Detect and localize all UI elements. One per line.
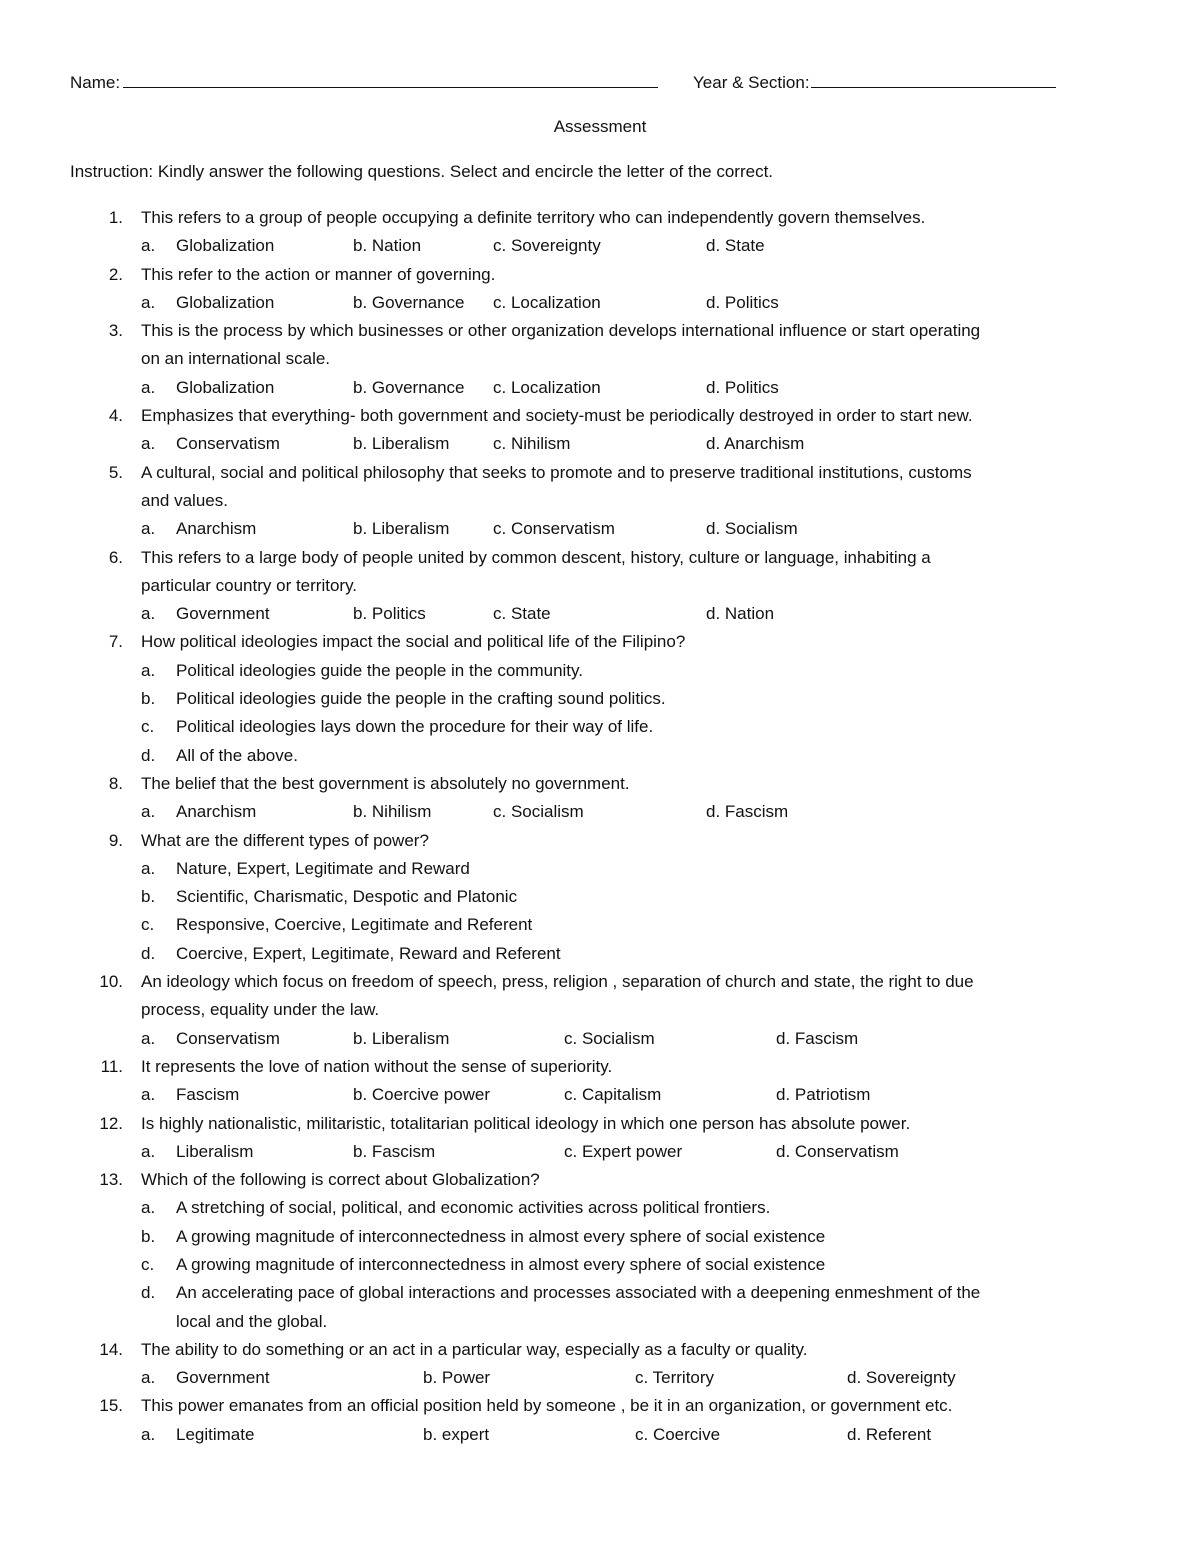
- option-choice[interactable]: b. Politics: [353, 604, 426, 624]
- option-row[interactable]: [0, 1279, 1200, 1307]
- question-number: 10.: [99, 972, 123, 992]
- option-choice[interactable]: b. Coercive power: [353, 1085, 491, 1105]
- option-choice[interactable]: c. Localization: [493, 292, 601, 312]
- option-letter[interactable]: a.: [141, 858, 156, 878]
- option-text[interactable]: Liberalism: [176, 1141, 254, 1161]
- option-choice[interactable]: b. Governance: [353, 292, 465, 312]
- option-letter[interactable]: a.: [141, 1141, 156, 1161]
- name-field: [70, 73, 658, 93]
- option-choice[interactable]: c. Localization: [493, 377, 601, 397]
- option-letter[interactable]: b.: [141, 1226, 156, 1246]
- option-text[interactable]: Globalization: [176, 292, 275, 312]
- question-item: [0, 1392, 1200, 1449]
- option-letter[interactable]: a.: [141, 236, 156, 256]
- question-row: [0, 459, 1200, 487]
- option-letter[interactable]: b.: [141, 887, 156, 907]
- option-row[interactable]: [0, 713, 1200, 741]
- question-number: 5.: [108, 462, 123, 482]
- question-text: A cultural, social and political philosophy that seeks to promote and to preserve traditional institutions, customs: [141, 462, 972, 482]
- option-text[interactable]: Nature, Expert, Legitimate and Reward: [176, 858, 470, 878]
- option-text[interactable]: A growing magnitude of interconnectedness in almost every sphere of social existence: [176, 1254, 826, 1274]
- option-choice[interactable]: d. Fascism: [706, 802, 789, 822]
- option-choice[interactable]: b. Liberalism: [353, 434, 450, 454]
- option-row[interactable]: [0, 1251, 1200, 1279]
- question-text: Which of the following is correct about Globalization?: [141, 1170, 540, 1190]
- option-text[interactable]: Globalization: [176, 236, 275, 256]
- question-text: This refers to a large body of people united by common descent, history, culture or language, inhabiting a: [141, 547, 931, 567]
- option-choice[interactable]: b. expert: [423, 1424, 490, 1444]
- option-row[interactable]: [0, 940, 1200, 968]
- option-choice[interactable]: d. Anarchism: [706, 434, 805, 454]
- option-letter[interactable]: d.: [141, 745, 156, 765]
- question-row: [0, 827, 1200, 855]
- question-text: An ideology which focus on freedom of speech, press, religion , separation of church and state, the right to due: [141, 972, 974, 992]
- option-letter[interactable]: a.: [141, 660, 156, 680]
- question-row: [0, 1392, 1200, 1420]
- options-row: [0, 1025, 1200, 1053]
- option-letter[interactable]: a.: [141, 434, 156, 454]
- option-letter[interactable]: a.: [141, 1424, 156, 1444]
- question-row: [0, 1110, 1200, 1138]
- year-section-label: Year & Section:: [693, 73, 810, 92]
- option-choice[interactable]: b. Governance: [353, 377, 465, 397]
- question-item: [0, 770, 1200, 827]
- option-choice[interactable]: d. Referent: [847, 1424, 932, 1444]
- question-text: This power emanates from an official position held by someone , be it in an organization, or government etc.: [141, 1396, 953, 1416]
- question-row: [0, 204, 1200, 232]
- option-text[interactable]: Coercive, Expert, Legitimate, Reward and Referent: [176, 943, 561, 963]
- option-row[interactable]: [0, 657, 1200, 685]
- option-row[interactable]: [0, 855, 1200, 883]
- question-item: [0, 317, 1200, 402]
- option-choice[interactable]: c. Nihilism: [493, 434, 571, 454]
- question-text: How political ideologies impact the social and political life of the Filipino?: [141, 632, 686, 652]
- question-number: 7.: [108, 632, 123, 652]
- question-text: This refers to a group of people occupying a definite territory who can independently govern themselves.: [141, 208, 926, 227]
- option-choice[interactable]: d. Socialism: [706, 519, 798, 539]
- question-text: and values.: [141, 490, 228, 510]
- options-row: [0, 1138, 1200, 1166]
- options-row: [0, 374, 1200, 402]
- option-text[interactable]: Conservatism: [176, 434, 280, 454]
- question-item: [0, 628, 1200, 769]
- option-row[interactable]: [0, 685, 1200, 713]
- question-number: 8.: [108, 773, 123, 793]
- question-number: 14.: [99, 1339, 123, 1359]
- option-letter[interactable]: c.: [141, 915, 155, 935]
- options-row: [0, 1421, 1200, 1449]
- option-row[interactable]: [0, 911, 1200, 939]
- option-letter[interactable]: d.: [141, 1283, 156, 1303]
- question-row: [0, 996, 1200, 1024]
- options-row: [0, 600, 1200, 628]
- options-row: [0, 289, 1200, 317]
- option-choice[interactable]: c. Coercive: [635, 1424, 721, 1444]
- option-choice[interactable]: c. State: [493, 604, 551, 624]
- question-text: on an international scale.: [141, 349, 331, 369]
- option-letter[interactable]: c.: [141, 717, 155, 737]
- question-number: 12.: [99, 1113, 123, 1133]
- option-row: [0, 1308, 1200, 1336]
- option-choice[interactable]: d. Nation: [706, 604, 775, 624]
- question-row: [0, 544, 1200, 572]
- option-text[interactable]: local and the global.: [176, 1311, 328, 1331]
- question-number: 15.: [99, 1396, 123, 1416]
- question-item: [0, 261, 1200, 318]
- question-text: process, equality under the law.: [141, 1000, 380, 1020]
- option-letter[interactable]: a.: [141, 292, 156, 312]
- question-text: Is highly nationalistic, militaristic, totalitarian political ideology in which one person has absolute power.: [141, 1113, 911, 1133]
- question-text: Emphasizes that everything- both government and society-must be periodically destroyed in order to start new.: [141, 406, 973, 426]
- option-choice[interactable]: b. Power: [423, 1368, 491, 1388]
- question-row: [0, 770, 1200, 798]
- question-number: 13.: [99, 1170, 123, 1190]
- option-letter[interactable]: d.: [141, 943, 156, 963]
- options-row: [0, 430, 1200, 458]
- option-text[interactable]: Globalization: [176, 377, 275, 397]
- question-text: particular country or territory.: [141, 575, 358, 595]
- option-choice[interactable]: d. Politics: [706, 292, 779, 312]
- question-text: The belief that the best government is absolutely no government.: [141, 773, 630, 793]
- option-choice[interactable]: d. Conservatism: [776, 1141, 899, 1161]
- option-letter[interactable]: a.: [141, 519, 156, 539]
- option-choice[interactable]: c. Conservatism: [493, 519, 615, 539]
- option-letter[interactable]: a.: [141, 377, 156, 397]
- page-title: Assessment: [553, 117, 647, 136]
- question-row: [0, 345, 1200, 373]
- option-letter[interactable]: b.: [141, 689, 156, 709]
- option-choice[interactable]: b. Nation: [353, 236, 422, 256]
- question-number: 6.: [108, 547, 123, 567]
- question-text: This is the process by which businesses or other organization develops international influence or start operating: [141, 321, 981, 341]
- option-letter[interactable]: a.: [141, 802, 156, 822]
- options-row: [0, 232, 1200, 260]
- question-text: This refer to the action or manner of governing.: [141, 264, 496, 284]
- option-choice[interactable]: d. Sovereignty: [847, 1368, 956, 1388]
- question-row: [0, 1166, 1200, 1194]
- year-section-blank[interactable]: [811, 73, 1056, 88]
- instruction-text: Instruction: Kindly answer the following questions. Select and encircle the letter of the correct.: [70, 162, 774, 181]
- option-text[interactable]: Anarchism: [176, 802, 257, 822]
- option-text[interactable]: Scientific, Charismatic, Despotic and Platonic: [176, 887, 518, 907]
- question-row: [0, 317, 1200, 345]
- question-text: What are the different types of power?: [141, 830, 429, 850]
- option-letter[interactable]: a.: [141, 604, 156, 624]
- option-choice[interactable]: d. Politics: [706, 377, 779, 397]
- question-item: [0, 402, 1200, 459]
- question-row: [0, 968, 1200, 996]
- option-text[interactable]: Government: [176, 1368, 270, 1388]
- question-row: [0, 628, 1200, 656]
- name-label: Name:: [70, 73, 121, 92]
- options-row: [0, 515, 1200, 543]
- option-text[interactable]: All of the above.: [176, 745, 298, 765]
- question-row: [0, 402, 1200, 430]
- question-item: [0, 544, 1200, 629]
- option-choice[interactable]: c. Territory: [635, 1368, 715, 1388]
- option-choice[interactable]: b. Fascism: [353, 1141, 436, 1161]
- question-number: 9.: [108, 830, 123, 850]
- question-number: 1.: [108, 208, 123, 227]
- option-row[interactable]: [0, 1194, 1200, 1222]
- option-text[interactable]: A growing magnitude of interconnectedness in almost every sphere of social existence: [176, 1226, 826, 1246]
- question-row: [0, 487, 1200, 515]
- option-choice[interactable]: c. Socialism: [564, 1028, 655, 1048]
- option-text[interactable]: An accelerating pace of global interactions and processes associated with a deepening enmeshment of the: [176, 1283, 981, 1303]
- option-letter[interactable]: a.: [141, 1368, 156, 1388]
- question-item: [0, 459, 1200, 544]
- option-row[interactable]: [0, 883, 1200, 911]
- option-choice[interactable]: c. Expert power: [564, 1141, 683, 1161]
- year-section-field: [693, 73, 1056, 93]
- option-text[interactable]: Legitimate: [176, 1424, 255, 1444]
- question-number: 3.: [108, 321, 123, 341]
- name-blank[interactable]: [123, 73, 658, 88]
- question-row: [0, 1336, 1200, 1364]
- option-choice[interactable]: d. State: [706, 236, 765, 256]
- option-text[interactable]: Political ideologies guide the people in the crafting sound politics.: [176, 689, 666, 709]
- option-choice[interactable]: c. Socialism: [493, 802, 584, 822]
- question-number: 2.: [108, 264, 123, 284]
- option-choice[interactable]: d. Patriotism: [776, 1085, 871, 1105]
- question-item: [0, 1166, 1200, 1336]
- question-row: [0, 572, 1200, 600]
- option-choice[interactable]: c. Capitalism: [564, 1085, 662, 1105]
- option-letter[interactable]: a.: [141, 1198, 156, 1218]
- question-text: It represents the love of nation without the sense of superiority.: [141, 1056, 613, 1076]
- option-text[interactable]: Anarchism: [176, 519, 257, 539]
- option-choice[interactable]: b. Nihilism: [353, 802, 432, 822]
- option-choice[interactable]: d. Fascism: [776, 1028, 859, 1048]
- option-letter[interactable]: a.: [141, 1028, 156, 1048]
- question-list: [0, 204, 1200, 1449]
- options-row: [0, 1081, 1200, 1109]
- question-row: [0, 261, 1200, 289]
- option-letter[interactable]: a.: [141, 1085, 156, 1105]
- options-row: [0, 798, 1200, 826]
- option-text[interactable]: Responsive, Coercive, Legitimate and Referent: [176, 915, 533, 935]
- option-row[interactable]: [0, 1223, 1200, 1251]
- option-text[interactable]: A stretching of social, political, and economic activities across political frontiers.: [176, 1198, 771, 1218]
- question-item: [0, 1336, 1200, 1393]
- question-text: The ability to do something or an act in a particular way, especially as a faculty or quality.: [141, 1339, 808, 1359]
- option-choice[interactable]: b. Liberalism: [353, 1028, 450, 1048]
- option-row[interactable]: [0, 742, 1200, 770]
- question-number: 4.: [108, 406, 123, 426]
- options-row: [0, 1364, 1200, 1392]
- option-text[interactable]: Political ideologies lays down the procedure for their way of life.: [176, 717, 654, 737]
- question-item: [0, 1110, 1200, 1167]
- option-choice[interactable]: c. Sovereignty: [493, 236, 601, 256]
- option-text[interactable]: Political ideologies guide the people in the community.: [176, 660, 583, 680]
- option-text[interactable]: Fascism: [176, 1085, 240, 1105]
- option-text[interactable]: Conservatism: [176, 1028, 280, 1048]
- question-number: 11.: [100, 1056, 123, 1076]
- option-choice[interactable]: b. Liberalism: [353, 519, 450, 539]
- option-letter[interactable]: c.: [141, 1254, 155, 1274]
- question-row: [0, 1053, 1200, 1081]
- option-text[interactable]: Government: [176, 604, 270, 624]
- question-item: [0, 827, 1200, 968]
- question-item: [0, 204, 1200, 261]
- question-item: [0, 968, 1200, 1053]
- question-item: [0, 1053, 1200, 1110]
